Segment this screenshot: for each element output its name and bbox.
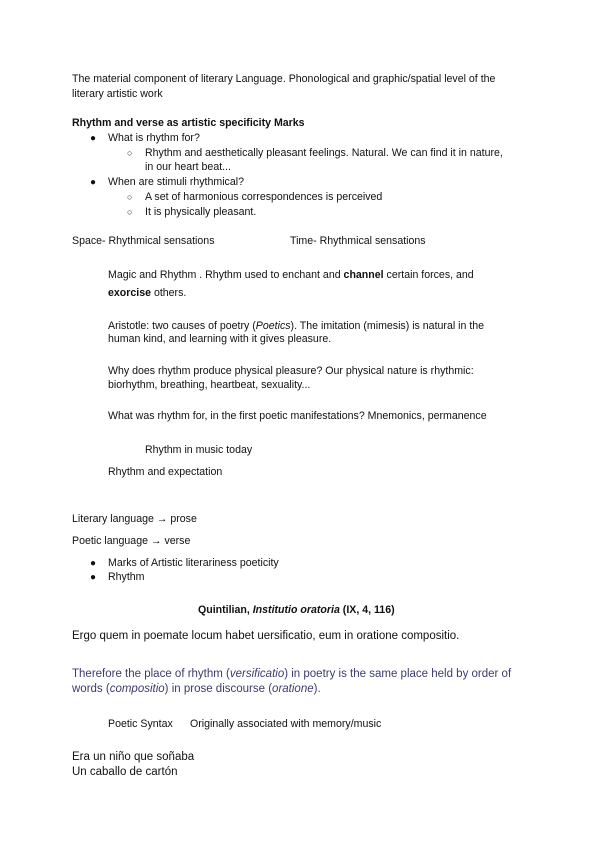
latin-quote: Ergo quem in poemate locum habet uersificatio, eum in oratione compositio. [72, 630, 460, 642]
translation-text-f: ) in prose discourse ( [164, 683, 273, 695]
translation-text-compositio: compositio [109, 683, 165, 695]
translation-text-c: ) in poetry is the same place held by order of [284, 668, 512, 680]
translation-line-2 [72, 682, 321, 697]
aristotle-text-poetics: Poetics [255, 320, 291, 332]
translation-text-d: words ( [72, 683, 110, 695]
translation-text-a: Therefore the place of rhythm ( [72, 668, 230, 680]
spanish-verse-line-2: Un caballo de cartón [72, 766, 178, 778]
space-sensations: Space- Rhythmical sensations [72, 235, 215, 247]
poetic-language: Poetic language → verse [72, 535, 191, 547]
section-heading: Rhythm and verse as artistic specificity Marks [72, 117, 305, 129]
quintilian-text-title: Institutio oratoria [252, 604, 340, 616]
why-line-2: biorhythm, breathing, heartbeat, sexuality... [108, 379, 311, 391]
syntax-origin: Originally associated with memory/music [190, 718, 382, 730]
answer-aesthetic-line-1: Rhythm and aesthetically pleasant feelings. Natural. We can find it in nature, [145, 147, 503, 159]
intro-line-1: The material component of literary Language. Phonological and graphic/spatial level of the [72, 73, 496, 85]
aristotle-text-c: ). The imitation (mimesis) is natural in the [290, 320, 485, 332]
spanish-verse-line-1: Era un niño que soñaba [72, 751, 195, 763]
bullet-ring-icon: ○ [127, 148, 133, 158]
quintilian-text-a: Quintilian, [198, 604, 253, 616]
time-sensations: Time- Rhythmical sensations [290, 235, 426, 247]
question-stimuli: When are stimuli rhythmical? [108, 176, 244, 188]
literary-language: Literary language → prose [72, 513, 197, 525]
aristotle-text-a: Aristotle: two causes of poetry ( [108, 320, 256, 332]
translation-text-oratione: oratione [272, 683, 314, 695]
quintilian-heading [198, 603, 395, 618]
marks-item-1: Marks of Artistic literariness poeticity [108, 557, 279, 569]
bullet-ring-icon: ○ [127, 192, 133, 202]
magic-text-exorcise: exorcise [108, 287, 151, 299]
bullet-dot-icon: ● [90, 177, 97, 188]
magic-paragraph-line-1 [108, 268, 474, 283]
poetic-syntax: Poetic Syntax [108, 718, 173, 730]
marks-item-2: Rhythm [108, 571, 145, 583]
quintilian-text-c: (IX, 4, 116) [339, 604, 395, 616]
bullet-dot-icon: ● [90, 572, 97, 583]
translation-text-versificatio: versificatio [229, 668, 285, 680]
magic-text-c: certain forces, and [383, 269, 474, 281]
magic-text-a: Magic and Rhythm . Rhythm used to enchant and [108, 269, 344, 281]
bullet-ring-icon: ○ [127, 207, 133, 217]
what-was-rhythm: What was rhythm for, in the first poetic manifestations? Mnemonics, permanence [108, 410, 487, 422]
why-line-1: Why does rhythm produce physical pleasure? Our physical nature is rhythmic: [108, 365, 474, 377]
aristotle-line-2: human kind, and learning with it gives pleasure. [108, 333, 332, 345]
intro-line-2: literary artistic work [72, 88, 163, 100]
magic-paragraph-line-2 [108, 286, 186, 301]
bullet-dot-icon: ● [90, 558, 97, 569]
answer-aesthetic-line-2: in our heart beat... [145, 161, 231, 173]
translation-text-h: ). [313, 683, 321, 695]
question-rhythm-for: What is rhythm for? [108, 132, 200, 144]
translation-line-1 [72, 667, 511, 682]
rhythm-music-today: Rhythm in music today [145, 444, 253, 456]
magic-text-channel: channel [343, 269, 384, 281]
bullet-dot-icon: ● [90, 133, 97, 144]
rhythm-expectation: Rhythm and expectation [108, 466, 223, 478]
answer-harmonious: A set of harmonious correspondences is perceived [145, 191, 383, 203]
magic-text-others: others. [151, 287, 187, 299]
answer-physically-pleasant: It is physically pleasant. [145, 206, 257, 218]
